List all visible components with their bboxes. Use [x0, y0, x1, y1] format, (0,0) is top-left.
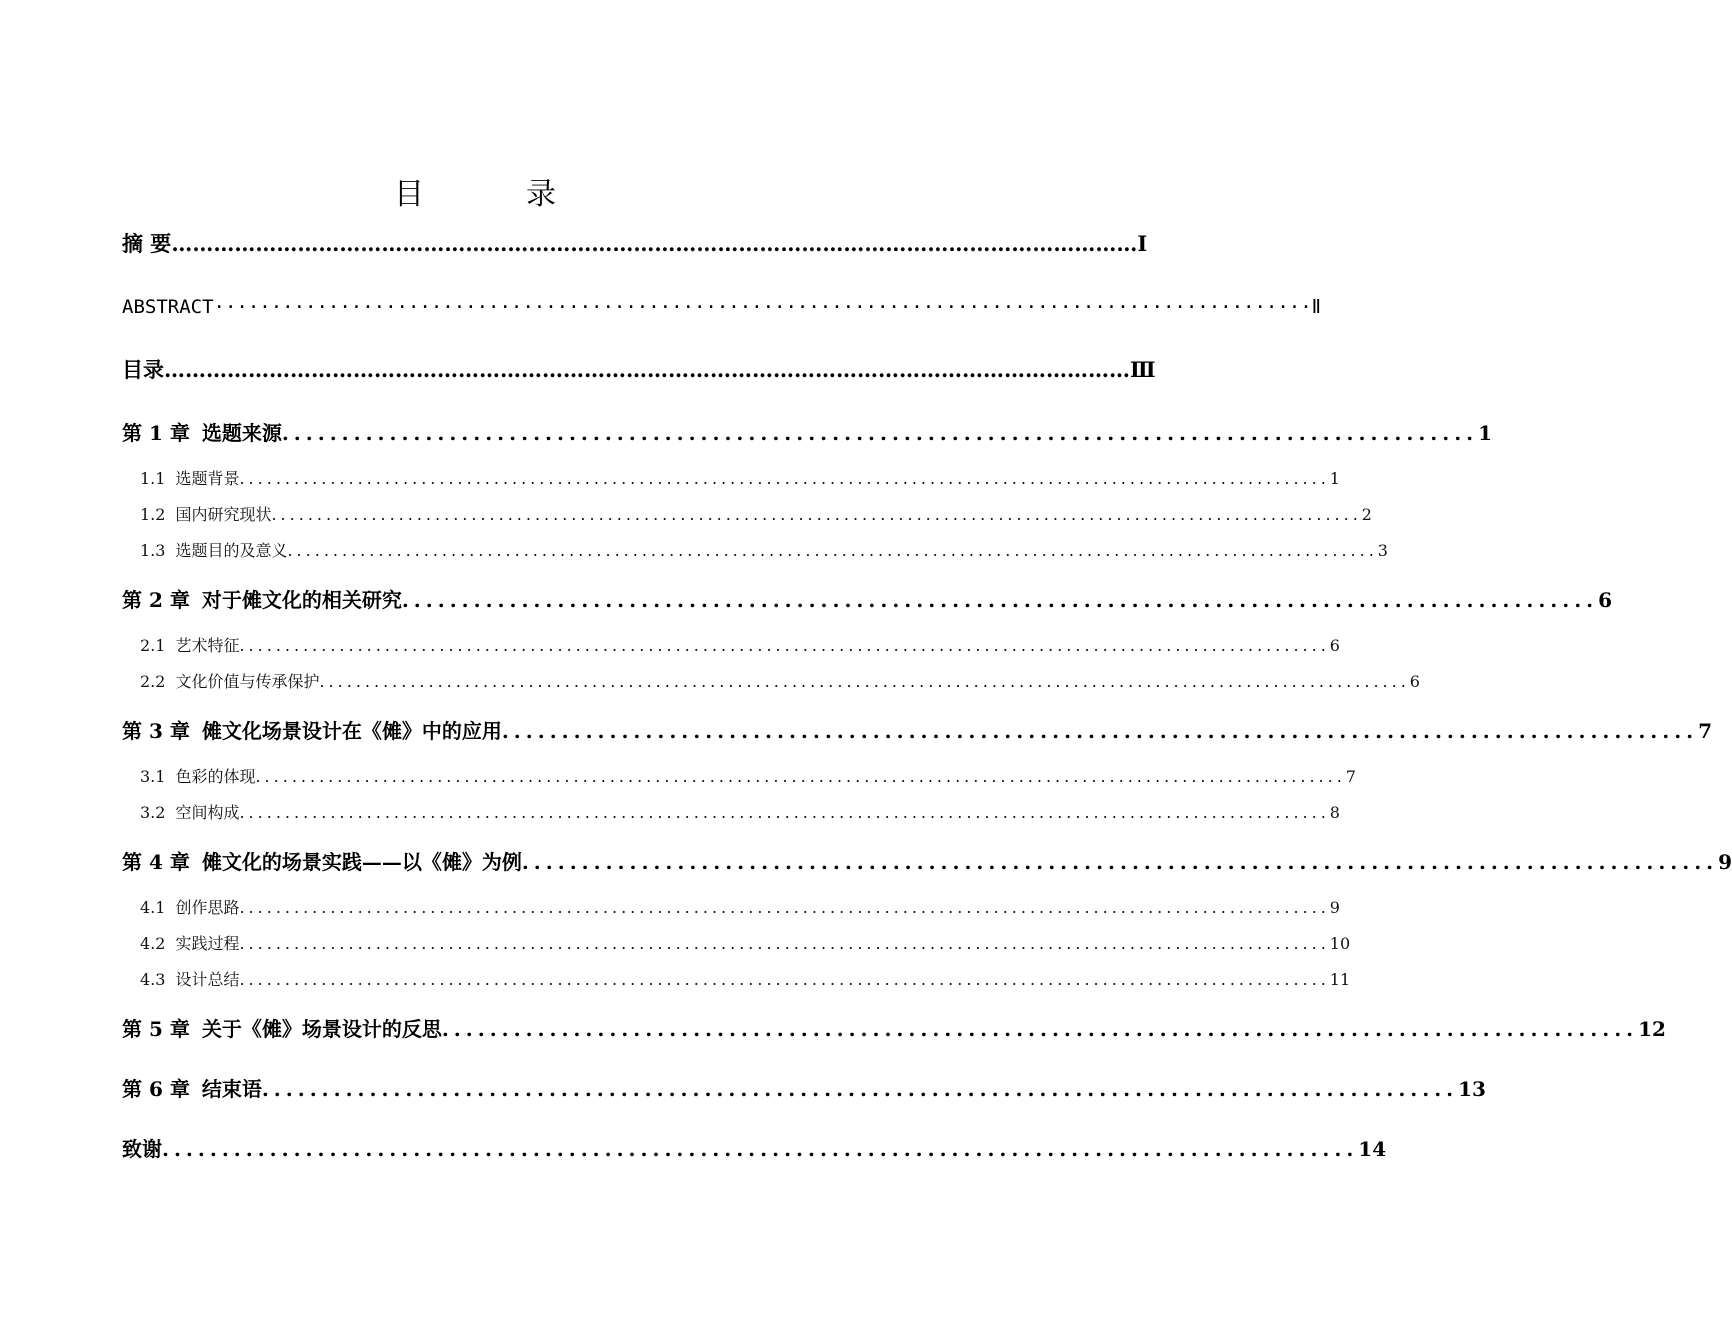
dot-leader: .................................................................................................... [441, 1017, 1639, 1041]
toc-section-2-2[interactable] [140, 669, 1420, 695]
toc-section-page: 6 [1409, 672, 1420, 691]
toc-entry-label: 摘 要 [122, 231, 172, 256]
dot-leader: ........................................................................................................................ [239, 898, 1330, 917]
toc-section-1-2[interactable] [140, 502, 1372, 528]
toc-chapter-page: 13 [1458, 1077, 1486, 1101]
toc-chapter-5[interactable] [122, 1014, 1666, 1044]
toc-chapter-6[interactable] [122, 1074, 1486, 1104]
toc-chapter-label: 第 5 章 关于《傩》场景设计的反思 [122, 1017, 442, 1041]
toc-section-page: 9 [1329, 898, 1340, 917]
toc-section-label: 3.1 色彩的体现 [140, 767, 256, 786]
toc-section-label: 4.2 实践过程 [140, 934, 240, 953]
toc-entry-page: 14 [1358, 1137, 1387, 1161]
toc-entry-page: Ⅲ [1130, 357, 1156, 382]
dot-leader: ........................................................................................................................ [319, 672, 1410, 691]
toc-section-label: 1.1 选题背景 [140, 469, 240, 488]
toc-chapter-2[interactable] [122, 585, 1613, 615]
dot-leader: ........................................................................................................................ [255, 767, 1346, 786]
toc-section-1-1[interactable] [140, 466, 1340, 492]
toc-section-4-1[interactable] [140, 895, 1340, 921]
toc-chapter-page: 1 [1478, 421, 1493, 445]
toc-section-4-2[interactable] [140, 931, 1351, 957]
toc-section-3-1[interactable] [140, 764, 1356, 790]
dot-leader: .................................................................................................... [401, 588, 1599, 612]
toc-section-label: 2.2 文化价值与传承保护 [140, 672, 320, 691]
dot-leader: .................................................................................................... [162, 1137, 1359, 1161]
toc-section-page: 10 [1329, 934, 1351, 953]
toc-section-page: 8 [1329, 803, 1340, 822]
toc-chapter-page: 9 [1718, 850, 1732, 874]
toc-section-label: 2.1 艺术特征 [140, 636, 240, 655]
toc-entry-contents[interactable] [122, 355, 1156, 385]
toc-section-label: 4.3 设计总结 [140, 970, 240, 989]
dot-leader: ........................................................................................................................ [239, 970, 1330, 989]
toc-section-page: 11 [1329, 970, 1351, 989]
toc-chapter-label: 第 3 章 傩文化场景设计在《傩》中的应用 [122, 719, 502, 743]
toc-section-label: 4.1 创作思路 [140, 898, 240, 917]
dot-leader: ........................................................................................................................ [287, 541, 1378, 560]
toc-section-2-1[interactable] [140, 633, 1340, 659]
toc-entry-abstract-cn[interactable] [122, 229, 1148, 259]
toc-section-label: 1.2 国内研究现状 [140, 505, 272, 524]
toc-chapter-1[interactable] [122, 418, 1493, 448]
toc-section-label: 1.3 选题目的及意义 [140, 541, 288, 560]
toc-entry-label: ABSTRACT [122, 296, 214, 318]
toc-entry-label: 致谢 [122, 1137, 162, 1161]
dot-leader: ........................................................................................................................ [239, 803, 1330, 822]
toc-chapter-page: 12 [1638, 1017, 1666, 1041]
dot-leader: ........................................................................................................................ [239, 469, 1330, 488]
toc-entry-acknowledgement[interactable] [122, 1134, 1387, 1164]
dot-leader: ........................................................................................................................ [271, 505, 1362, 524]
toc-chapter-label: 第 4 章 傩文化的场景实践——以《傩》为例 [122, 850, 522, 874]
dot-leader: ........................................................................................................................ [239, 636, 1330, 655]
toc-section-page: 7 [1345, 767, 1356, 786]
dot-leader: .................................................................................................... [501, 719, 1699, 743]
toc-chapter-3[interactable] [122, 716, 1713, 746]
toc-chapter-label: 第 1 章 选题来源 [122, 421, 282, 445]
dot-leader: .................................................................................................... [261, 1077, 1459, 1101]
toc-chapter-label: 第 2 章 对于傩文化的相关研究 [122, 588, 402, 612]
dot-leader: ································································································ [213, 296, 1312, 318]
toc-chapter-4[interactable] [122, 847, 1732, 877]
toc-section-label: 3.2 空间构成 [140, 803, 240, 822]
dot-leader: ………………………………………………………………………………………………………………………… [164, 357, 1130, 382]
toc-section-3-2[interactable] [140, 800, 1340, 826]
page-title: 目 录 [394, 177, 592, 212]
dot-leader: .................................................................................................... [521, 850, 1719, 874]
toc-section-4-3[interactable] [140, 967, 1351, 993]
dot-leader: ………………………………………………………………………………………………………………………… [171, 231, 1138, 256]
toc-section-page: 2 [1361, 505, 1372, 524]
toc-entry-page: Ⅰ [1137, 231, 1148, 256]
toc-chapter-label: 第 6 章 结束语 [122, 1077, 262, 1101]
toc-section-page: 6 [1329, 636, 1340, 655]
toc-section-1-3[interactable] [140, 538, 1388, 564]
toc-section-page: 1 [1329, 469, 1340, 488]
toc-section-page: 3 [1377, 541, 1388, 560]
toc-entry-abstract-en[interactable] [122, 292, 1322, 322]
toc-chapter-page: 6 [1598, 588, 1613, 612]
toc-chapter-page: 7 [1698, 719, 1713, 743]
toc-entry-page: Ⅱ [1311, 296, 1322, 318]
dot-leader: ........................................................................................................................ [239, 934, 1330, 953]
dot-leader: .................................................................................................... [281, 421, 1479, 445]
toc-entry-label: 目录 [122, 357, 164, 382]
